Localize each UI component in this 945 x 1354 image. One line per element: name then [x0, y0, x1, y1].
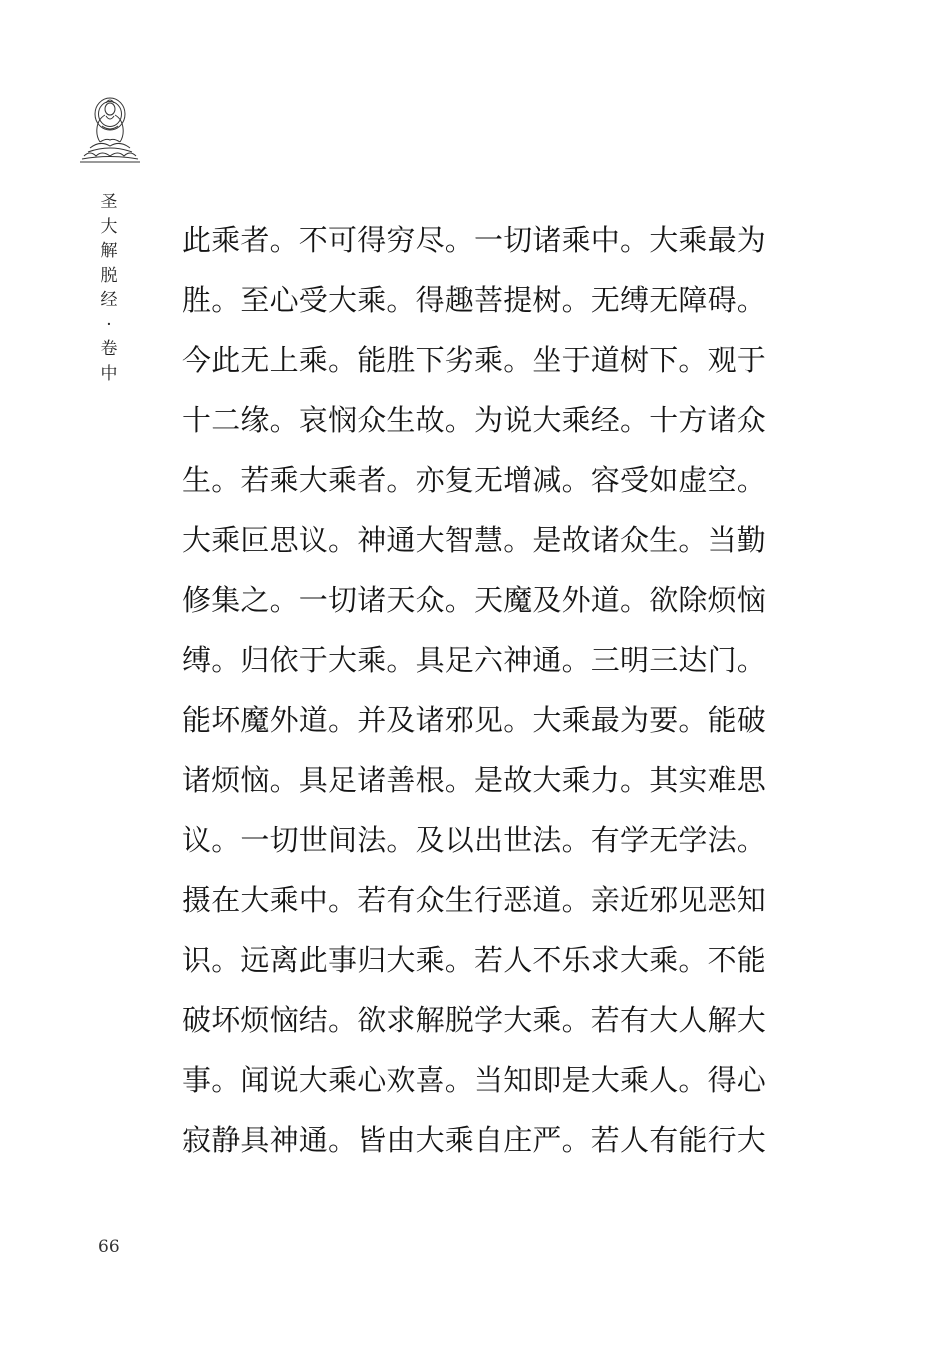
text-line: 修集之。一切诸天众。天魔及外道。欲除烦恼	[182, 583, 767, 617]
running-title-char: ·	[106, 314, 112, 335]
scripture-body	[182, 210, 782, 1170]
running-title-char: 中	[100, 363, 118, 384]
text-line: 十二缘。哀悯众生故。为说大乘经。十方诸众	[182, 403, 767, 437]
text-line: 胜。至心受大乘。得趣菩提树。无缚无障碍。	[182, 283, 767, 317]
text-line: 大乘叵思议。神通大智慧。是故诸众生。当勤	[182, 523, 767, 557]
text-line: 缚。归依于大乘。具足六神通。三明三达门。	[182, 643, 767, 677]
running-title-char: 经	[100, 290, 118, 310]
text-line: 此乘者。不可得穷尽。一切诸乘中。大乘最为	[182, 223, 767, 257]
running-title	[96, 190, 122, 386]
text-line: 今此无上乘。能胜下劣乘。坐于道树下。观于	[182, 343, 767, 377]
running-title-char: 大	[100, 216, 118, 237]
text-line: 摄在大乘中。若有众生行恶道。亲近邪见恶知	[182, 883, 767, 917]
seated-buddha-icon	[76, 92, 144, 166]
text-line: 破坏烦恼结。欲求解脱学大乘。若有大人解大	[182, 1003, 767, 1037]
text-line: 能坏魔外道。并及诸邪见。大乘最为要。能破	[182, 703, 767, 737]
running-title-char: 圣	[100, 192, 118, 212]
running-title-char: 脱	[100, 265, 118, 286]
text-line: 寂静具神通。皆由大乘自庄严。若人有能行大	[182, 1123, 767, 1157]
text-line: 诸烦恼。具足诸善根。是故大乘力。其实难思	[182, 763, 767, 797]
text-line: 生。若乘大乘者。亦复无增减。容受如虚空。	[182, 463, 767, 497]
page-number: 66	[98, 1237, 120, 1257]
text-line: 识。远离此事归大乘。若人不乐求大乘。不能	[182, 943, 767, 977]
text-line: 议。一切世间法。及以出世法。有学无学法。	[182, 823, 767, 857]
text-line: 事。闻说大乘心欢喜。当知即是大乘人。得心	[182, 1063, 767, 1097]
running-title-char: 卷	[100, 339, 118, 359]
running-title-char: 解	[100, 241, 118, 261]
